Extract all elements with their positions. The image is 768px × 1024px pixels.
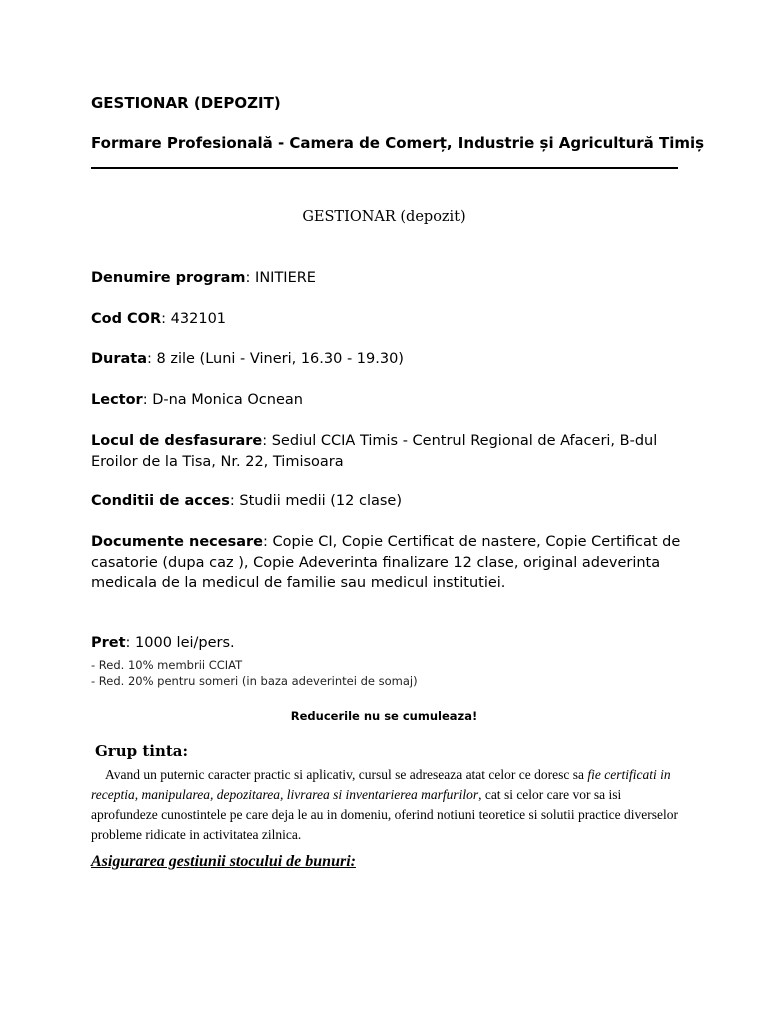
field-pret-value: : 1000 lei/pers. bbox=[125, 635, 235, 651]
field-conditii-value: : Studii medii (12 clase) bbox=[229, 493, 403, 509]
header-title: GESTIONAR (DEPOZIT) bbox=[91, 94, 281, 112]
field-durata bbox=[91, 349, 691, 370]
field-lector-value: : D-na Monica Ocnean bbox=[142, 392, 303, 408]
field-program-value: : INITIERE bbox=[245, 270, 316, 286]
grup-tinta-paragraph bbox=[91, 765, 686, 845]
grup-tinta-text-italic: fie certificati in receptia, manipularea, depozitarea, livrarea si inventarierea marfurilor bbox=[91, 767, 671, 802]
field-pret bbox=[91, 633, 691, 654]
field-durata-value: : 8 zile (Luni - Vineri, 16.30 - 19.30) bbox=[147, 351, 404, 367]
discount-line: - Red. 10% membrii CCIAT bbox=[91, 658, 243, 672]
field-conditii-label: Conditii de acces bbox=[91, 493, 230, 509]
field-durata-label: Durata bbox=[91, 351, 148, 367]
field-cod-cor bbox=[91, 309, 691, 330]
grup-tinta-text-end: , cat si celor care vor sa isi aprofundeze cunostintele pe care deja le au in domeniu, oferind notiuni teoretice si solutii practice diverselor probleme ridicate in activitatea zilnica. bbox=[91, 787, 679, 842]
discount-line: - Red. 20% pentru someri (in baza adeverintei de somaj) bbox=[91, 674, 418, 688]
field-pret-label: Pret bbox=[91, 635, 126, 651]
field-documente-label: Documente necesare bbox=[91, 534, 263, 550]
field-documente-value: : Copie CI, Copie Certificat de nastere, Copie Certificat de casatorie (dupa caz ), Copie Adeverinta finalizare 12 clase, original adeverinta medicala de la medicul de familie sau medicul institutiei. bbox=[91, 534, 681, 591]
field-locul-value: : Sediul CCIA Timis - Centrul Regional de Afaceri, B-dul Eroilor de la Tisa, Nr. 22, Timisoara bbox=[91, 433, 658, 470]
field-lector-label: Lector bbox=[91, 392, 143, 408]
header-divider bbox=[91, 167, 678, 169]
grup-tinta-heading: Grup tinta: bbox=[95, 742, 189, 760]
document-title: GESTIONAR (depozit) bbox=[302, 209, 466, 225]
discount-note: Reducerile nu se cumuleaza! bbox=[290, 709, 478, 723]
section-heading-gestiune: Asigurarea gestiunii stocului de bunuri: bbox=[91, 853, 356, 870]
field-locul bbox=[91, 431, 691, 472]
grup-tinta-text-start: Avand un puternic caracter practic si aplicativ, cursul se adreseaza atat celor ce doresc sa bbox=[105, 767, 588, 782]
field-lector bbox=[91, 390, 691, 411]
field-cod-value: : 432101 bbox=[161, 311, 227, 327]
field-locul-label: Locul de desfasurare bbox=[91, 433, 263, 449]
header-subtitle: Formare Profesională - Camera de Comerț, Industrie și Agricultură Timiș bbox=[91, 134, 705, 152]
field-conditii bbox=[91, 491, 691, 512]
field-documente bbox=[91, 532, 691, 594]
field-program bbox=[91, 268, 691, 289]
field-program-label: Denumire program bbox=[91, 270, 246, 286]
field-cod-label: Cod COR bbox=[91, 311, 162, 327]
